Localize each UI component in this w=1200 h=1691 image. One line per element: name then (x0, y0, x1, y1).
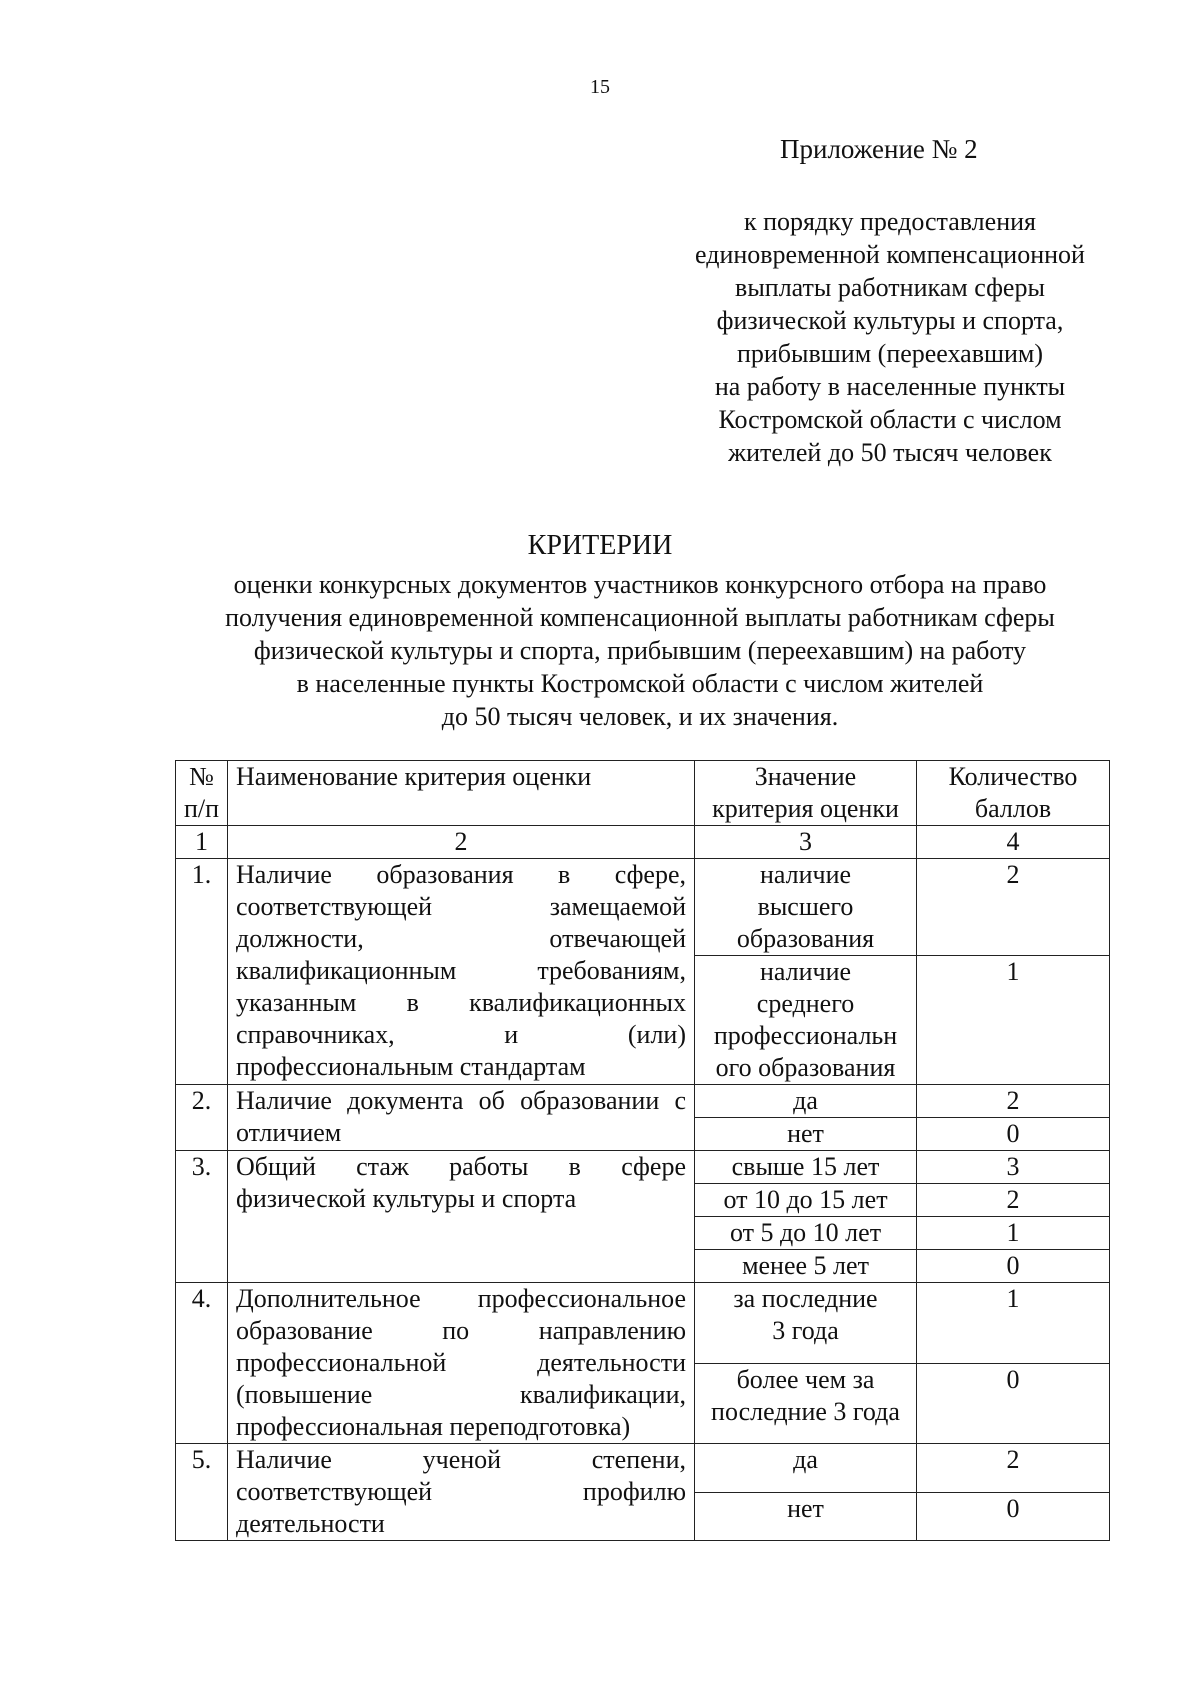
criterion-name-line: Наличие ученой степени, (236, 1445, 686, 1474)
criterion-value-line: нет (787, 1119, 824, 1148)
criterion-points: 2 (917, 859, 1110, 956)
criterion-value (695, 1217, 917, 1250)
index-cell: 4 (917, 826, 1110, 859)
criteria-table (175, 760, 1110, 1541)
criterion-name-line: должности, отвечающей (236, 924, 686, 953)
row-number: 3. (176, 1151, 228, 1283)
criterion-value-line: нет (787, 1493, 824, 1523)
criteria-subtitle-line: получения единовременной компенсационной выплаты работникам сферы (225, 603, 1055, 632)
table-row (176, 1085, 1110, 1118)
criteria-subtitle-line: в населенные пункты Костромской области с числом жителей (296, 669, 984, 698)
appendix-subtitle-line: к порядку предоставления (744, 207, 1036, 236)
table-row (176, 1283, 1110, 1364)
appendix-subtitle-line: выплаты работникам сферы (735, 273, 1045, 302)
criterion-value (695, 1151, 917, 1184)
criterion-points: 0 (917, 1118, 1110, 1151)
criterion-name-line: соответствующей замещаемой (236, 892, 686, 921)
criterion-name-line: указанным в квалификационных (236, 988, 686, 1017)
appendix-subtitle-line: на работу в населенные пункты (714, 372, 1066, 401)
criterion-name (228, 1444, 695, 1541)
criterion-points: 2 (917, 1184, 1110, 1217)
criterion-points: 3 (917, 1151, 1110, 1184)
appendix-subtitle-line: Костромской области с числом (718, 405, 1062, 434)
criterion-name-line: (повышение квалификации, (236, 1380, 686, 1409)
criterion-name-line: Наличие документа об образовании с (236, 1086, 686, 1115)
criterion-value (695, 1363, 917, 1444)
criterion-name-line: образование по направлению (236, 1316, 686, 1345)
criterion-value (695, 1118, 917, 1151)
criterion-name-line: Дополнительное профессиональное (236, 1284, 686, 1313)
criteria-subtitle-line: оценки конкурсных документов участников конкурсного отбора на право (233, 570, 1047, 599)
header-num (176, 761, 228, 826)
criterion-points: 0 (917, 1250, 1110, 1283)
criterion-value-line: свыше 15 лет (731, 1152, 880, 1181)
appendix-subtitle (655, 205, 1125, 469)
appendix-title: Приложение № 2 (780, 134, 978, 164)
criterion-value-line: да (793, 1086, 818, 1115)
criterion-value-line: ого образования (715, 1053, 896, 1082)
appendix-subtitle-line: жителей до 50 тысяч человек (728, 438, 1052, 467)
criterion-name-line: деятельности (236, 1509, 385, 1538)
criterion-name-line: отличием (236, 1118, 342, 1147)
appendix-subtitle-line: физической культуры и спорта, (716, 306, 1064, 335)
table-header-row (176, 761, 1110, 826)
criteria-subtitle (170, 568, 1110, 733)
criterion-name-line: профессиональной деятельности (236, 1348, 686, 1377)
criterion-value-line: последние 3 года (711, 1396, 900, 1426)
criterion-name (228, 1151, 695, 1283)
criterion-value-line: за последние (733, 1284, 878, 1313)
criterion-name-line: профессиональным стандартам (236, 1052, 586, 1081)
header-value-line: критерия оценки (712, 794, 899, 823)
criterion-points: 2 (917, 1444, 1110, 1493)
criterion-value-line: более чем за (736, 1364, 875, 1394)
criterion-points: 0 (917, 1363, 1110, 1444)
page-number: 15 (590, 76, 610, 98)
row-number: 1. (176, 859, 228, 1085)
criterion-name (228, 859, 695, 1085)
criterion-value (695, 1444, 917, 1493)
criterion-name-line: Общий стаж работы в сфере (236, 1152, 686, 1181)
header-num-line: п/п (183, 794, 220, 823)
criterion-points: 1 (917, 1283, 1110, 1364)
row-number: 5. (176, 1444, 228, 1541)
criterion-value-line: наличие (759, 957, 852, 986)
criterion-value (695, 956, 917, 1085)
header-value (695, 761, 917, 826)
criteria-subtitle-line: до 50 тысяч человек, и их значения. (441, 702, 839, 731)
criterion-value (695, 1184, 917, 1217)
criterion-name-line: квалификационным требованиям, (236, 956, 686, 985)
table-row (176, 1151, 1110, 1184)
criterion-value (695, 1283, 917, 1364)
criterion-value-line: среднего (756, 989, 855, 1018)
criterion-value-line: профессиональн (713, 1021, 898, 1050)
criterion-value (695, 1492, 917, 1541)
table-index-row (176, 826, 1110, 859)
criteria-subtitle-line: физической культуры и спорта, прибывшим (переехавшим) на работу (253, 636, 1027, 665)
criterion-value (695, 859, 917, 956)
header-points-line: Количество (948, 762, 1078, 791)
index-cell: 3 (695, 826, 917, 859)
table-row (176, 859, 1110, 956)
criteria-heading: КРИТЕРИИ (527, 530, 673, 561)
appendix-subtitle-line: единовременной компенсационной (695, 240, 1085, 269)
index-cell: 1 (176, 826, 228, 859)
criterion-value-line: 3 года (772, 1316, 839, 1345)
row-number: 4. (176, 1283, 228, 1444)
criterion-value (695, 1250, 917, 1283)
criterion-value-line: высшего (757, 892, 854, 921)
header-name: Наименование критерия оценки (228, 761, 695, 826)
criterion-points: 1 (917, 1217, 1110, 1250)
criterion-points: 2 (917, 1085, 1110, 1118)
header-num-line: № (189, 762, 214, 791)
criterion-points: 0 (917, 1492, 1110, 1541)
criterion-name (228, 1283, 695, 1444)
criterion-value (695, 1085, 917, 1118)
criterion-value-line: от 5 до 10 лет (729, 1218, 882, 1247)
criterion-name-line: физической культуры и спорта (236, 1184, 577, 1213)
criterion-points: 1 (917, 956, 1110, 1085)
criterion-value-line: образования (736, 924, 875, 953)
row-number: 2. (176, 1085, 228, 1151)
criterion-value-line: да (793, 1445, 818, 1474)
appendix-subtitle-line: прибывшим (переехавшим) (736, 339, 1044, 368)
header-value-line: Значение (754, 762, 857, 791)
criterion-value-line: менее 5 лет (742, 1251, 869, 1280)
criterion-name-line: профессиональная переподготовка) (236, 1412, 631, 1441)
index-cell: 2 (228, 826, 695, 859)
criterion-name-line: соответствующей профилю (236, 1477, 686, 1506)
criterion-name-line: справочниках, и (или) (236, 1020, 686, 1049)
criterion-value-line: наличие (759, 860, 852, 889)
header-points (917, 761, 1110, 826)
table-row (176, 1444, 1110, 1493)
criterion-value-line: от 10 до 15 лет (723, 1185, 888, 1214)
criterion-name-line: Наличие образования в сфере, (236, 860, 686, 889)
criterion-name (228, 1085, 695, 1151)
header-points-line: баллов (974, 794, 1052, 823)
